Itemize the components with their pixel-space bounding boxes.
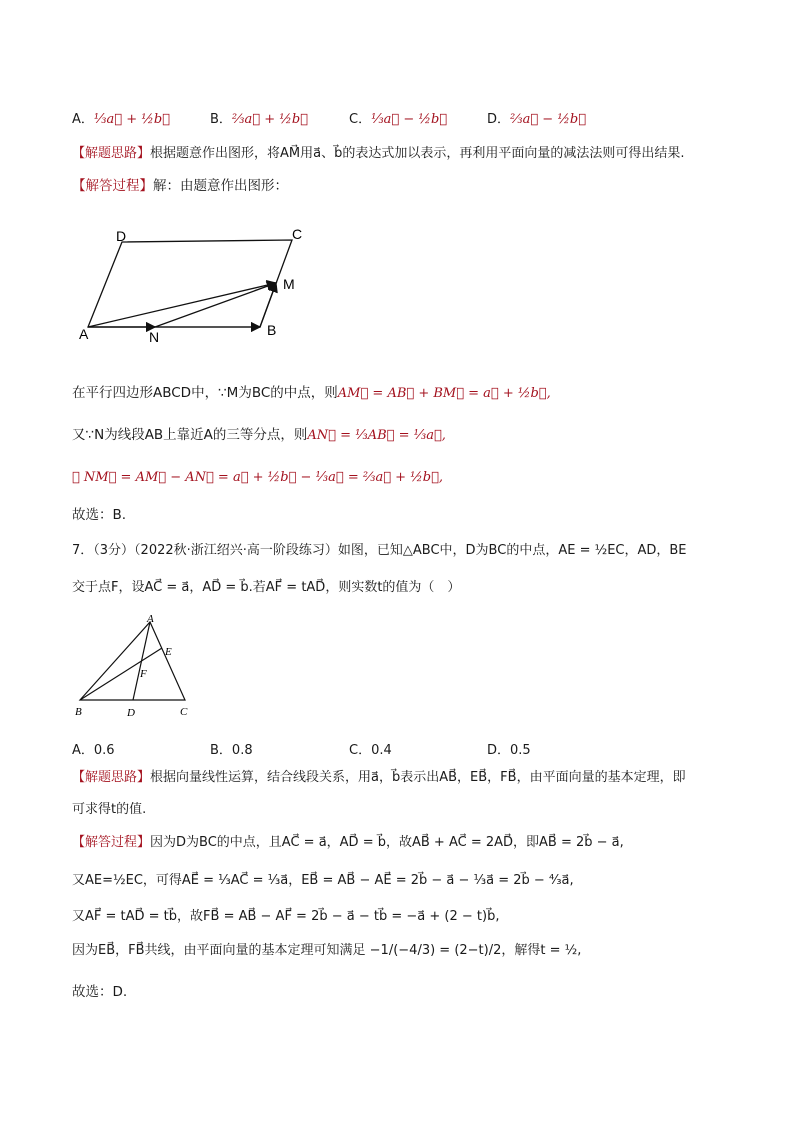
q7-solution-idea bbox=[72, 769, 686, 787]
q6-solution-idea bbox=[72, 145, 684, 163]
q7-option-a[interactable] bbox=[72, 739, 115, 758]
q6-solution-process bbox=[72, 177, 288, 195]
q7-process-4 bbox=[72, 942, 581, 960]
step-math: AN⃗ = ⅓AB⃗ = ⅓a⃗, bbox=[307, 428, 446, 443]
process-text: 又AF⃗ = tAD⃗ = tb⃗，故FB⃗ = AB⃗ − AF⃗ = 2b⃗ − a⃗ − tb⃗ = −a⃗ + (2 − t)b⃗, bbox=[72, 909, 500, 924]
process-text: 解：由题意作出图形： bbox=[153, 178, 288, 194]
option-value: 0.8 bbox=[231, 743, 253, 758]
option-value: 0.4 bbox=[371, 743, 392, 758]
option-value: 0.6 bbox=[93, 743, 115, 758]
q7-solution-idea-cont bbox=[72, 801, 146, 819]
option-label: B． bbox=[210, 743, 232, 758]
solution-idea-text: 根据向量线性运算，结合线段关系，用a⃗，b⃗表示出AB⃗，EB⃗，FB⃗，由平面向量的基本定理，即 bbox=[150, 770, 686, 785]
option-expr: ⅓a⃗ − ½b⃗ bbox=[371, 112, 448, 127]
vector-nm bbox=[155, 283, 276, 327]
section-tag: 【解答过程】 bbox=[72, 178, 153, 194]
q7-option-b[interactable] bbox=[210, 739, 253, 758]
label-c: C bbox=[292, 226, 303, 242]
label-b: B bbox=[75, 706, 82, 718]
q6-option-a[interactable] bbox=[72, 108, 170, 127]
section-tag: 【解题思路】 bbox=[72, 770, 151, 785]
option-label: D． bbox=[487, 112, 511, 127]
q7-process-1 bbox=[72, 834, 624, 852]
answer-text: 故选：B. bbox=[72, 507, 127, 523]
label-a: A bbox=[147, 613, 154, 625]
label-b: B bbox=[267, 322, 277, 338]
q7-process-2 bbox=[72, 872, 574, 890]
q6-option-c[interactable] bbox=[349, 108, 447, 127]
stem-text: 交于点F，设AC⃗ = a⃗，AD⃗ = b⃗.若AF⃗ = tAD⃗，则实数t的值为（ ） bbox=[72, 580, 461, 595]
process-text: 因为EB⃗，FB⃗共线，由平面向量的基本定理可知满足 −1/(−4/3) = (2−t)/2，解得t = ½, bbox=[72, 943, 582, 958]
q7-answer bbox=[72, 983, 127, 1001]
label-d: D bbox=[116, 228, 127, 244]
step-math: ∴ NM⃗ = AM⃗ − AN⃗ = a⃗ + ½b⃗ − ⅓a⃗ = ⅔a⃗ + ½b⃗, bbox=[72, 470, 444, 485]
option-expr: ⅔a⃗ − ½b⃗ bbox=[510, 112, 587, 127]
triangle-figure bbox=[70, 612, 200, 722]
section-tag: 【解题思路】 bbox=[72, 146, 151, 161]
q7-stem-line-2 bbox=[72, 579, 460, 597]
step-math: AM⃗ = AB⃗ + BM⃗ = a⃗ + ½b⃗, bbox=[337, 386, 551, 401]
q6-step-2 bbox=[72, 426, 446, 445]
process-text: 又AE=½EC，可得AE⃗ = ⅓AC⃗ = ⅓a⃗，EB⃗ = AB⃗ − AE⃗ = 2b⃗ − a⃗ − ⅓a⃗ = 2b⃗ − ⁴⁄₃a⃗, bbox=[72, 873, 574, 888]
q7-option-d[interactable] bbox=[487, 739, 531, 758]
vector-am bbox=[88, 283, 276, 327]
option-label: C． bbox=[349, 743, 372, 758]
section-tag: 【解答过程】 bbox=[72, 835, 151, 850]
label-a: A bbox=[79, 326, 89, 342]
q7-option-c[interactable] bbox=[349, 739, 392, 758]
label-d: D bbox=[127, 707, 135, 719]
option-label: D． bbox=[487, 743, 511, 758]
label-n: N bbox=[149, 329, 160, 345]
label-m: M bbox=[283, 276, 295, 292]
q6-answer bbox=[72, 506, 126, 524]
solution-idea-text: 可求得t的值. bbox=[72, 802, 147, 817]
option-expr: ⅔a⃗ + ½b⃗ bbox=[231, 112, 308, 127]
option-label: C． bbox=[349, 112, 372, 127]
parallelogram-figure bbox=[70, 220, 330, 350]
segment-be bbox=[80, 648, 162, 700]
option-label: B． bbox=[210, 112, 232, 127]
q7-stem-line-1 bbox=[72, 542, 687, 560]
q6-option-b[interactable] bbox=[210, 108, 308, 127]
stem-text: 7．（3分）（2022秋·浙江绍兴·高一阶段练习）如图，已知△ABC中，D为BC的中点，AE = ½EC，AD，BE bbox=[72, 543, 687, 558]
vector-bm bbox=[260, 283, 276, 327]
label-f: F bbox=[140, 668, 147, 680]
option-label: A． bbox=[72, 112, 94, 127]
label-e: E bbox=[165, 646, 172, 658]
step-text: 又∵N为线段AB上靠近A的三等分点，则 bbox=[72, 427, 308, 443]
solution-idea-text: 根据题意作出图形，将AM⃗用a⃗、b⃗的表达式加以表示，再利用平面向量的减法法则可得出结果. bbox=[150, 146, 685, 161]
q7-process-3 bbox=[72, 908, 499, 926]
option-value: 0.5 bbox=[510, 743, 531, 758]
option-expr: ⅓a⃗ + ½b⃗ bbox=[93, 112, 170, 127]
label-c: C bbox=[180, 706, 188, 718]
process-text: 因为D为BC的中点，且AC⃗ = a⃗，AD⃗ = b⃗，故AB⃗ + AC⃗ = 2AD⃗，即AB⃗ = 2b⃗ − a⃗, bbox=[150, 835, 624, 850]
triangle-outline bbox=[80, 622, 185, 700]
step-text: 在平行四边形ABCD中，∵M为BC的中点，则 bbox=[72, 385, 338, 401]
q6-option-d[interactable] bbox=[487, 108, 586, 127]
answer-text: 故选：D. bbox=[72, 984, 128, 1000]
q6-step-3 bbox=[72, 468, 443, 487]
q6-step-1 bbox=[72, 384, 551, 403]
option-label: A． bbox=[72, 743, 94, 758]
